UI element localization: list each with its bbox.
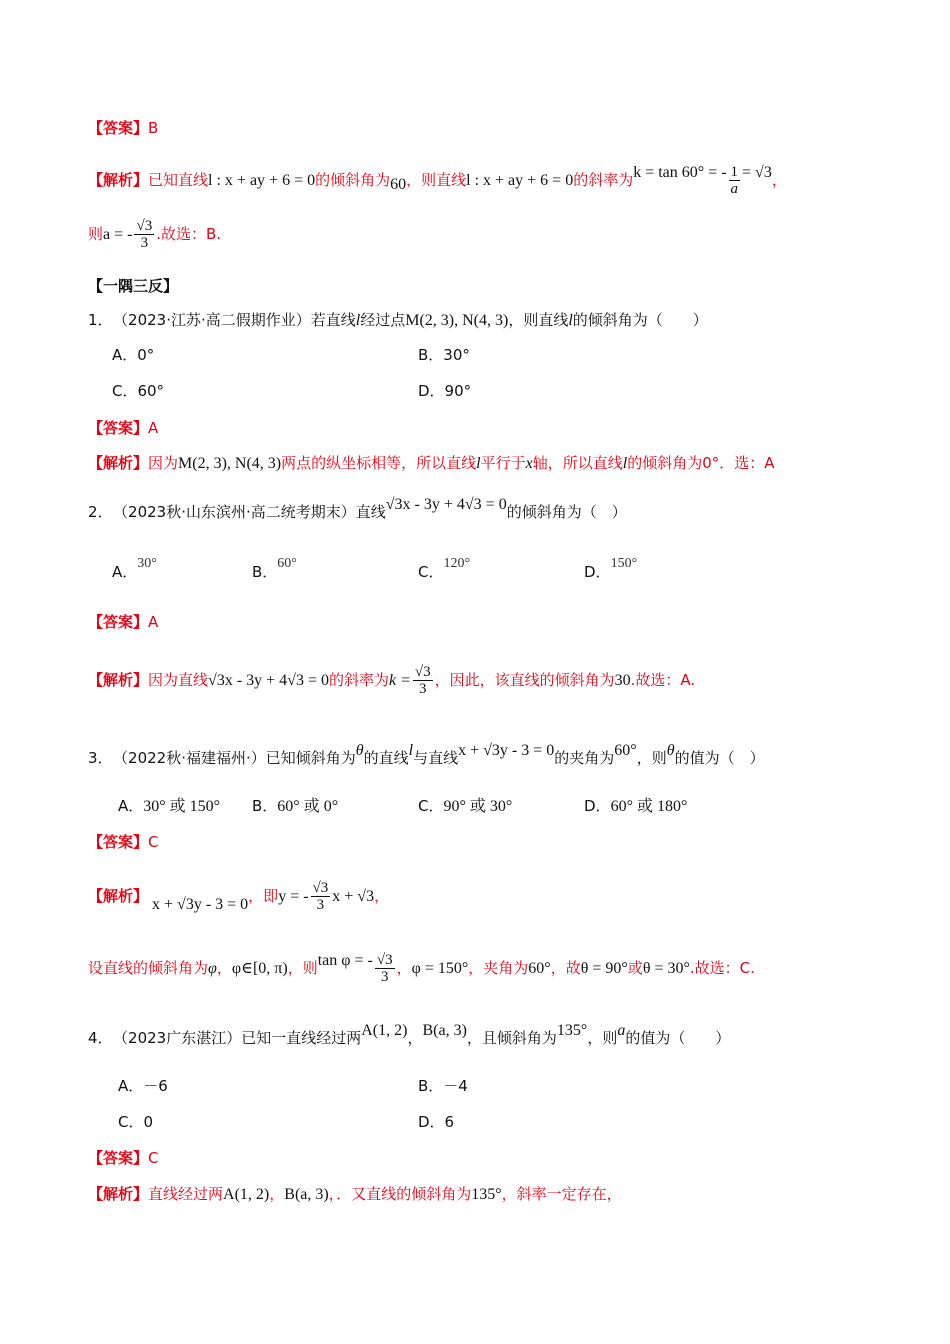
- q3-analysis-line-2: 设直线的倾斜角为φ，φ∈[0, π)，则tan φ = - $\frac{√3}{3}$ ，φ = 150°，夹角为60°，故θ = 90°或θ = 30°.故选：C.: [88, 952, 755, 985]
- question-4: 4． （2023广东湛江）已知一直线经过两A(1, 2)，B(a, 3)，且倾斜角为135°，则a的值为（ ）: [88, 1022, 731, 1047]
- option-c[interactable]: C．60°: [112, 382, 165, 400]
- q3-answer: 【答案】C: [88, 833, 159, 851]
- question-number: 3．: [88, 749, 113, 767]
- option-b[interactable]: B．60° 或 0°: [252, 797, 339, 815]
- math-fraction: $\frac{√3}{3}$: [312, 880, 329, 913]
- option-d[interactable]: D．150°: [584, 556, 638, 581]
- math-a: a = -: [103, 226, 133, 243]
- option-b[interactable]: B．30°: [418, 346, 470, 364]
- intro-answer-line: [88, 118, 158, 138]
- math-slope: k = tan 60° = -: [633, 164, 727, 181]
- answer-value: B: [148, 119, 159, 137]
- math-line-eq: l : x + ay + 6 = 0: [208, 172, 316, 189]
- intro-analysis-line-2: 则a = - $\frac{√3}{3}$ .故选：B.: [88, 218, 222, 251]
- section-heading: 【一隅三反】: [88, 277, 179, 295]
- question-number: 2．: [88, 503, 113, 521]
- q4-analysis: 【解析】直线经过两A(1, 2)，B(a, 3)，．又直线的倾斜角为135°，斜率一定存在，: [88, 1185, 622, 1203]
- option-a[interactable]: A．30° 或 150°: [118, 797, 221, 815]
- question-number: 4．: [88, 1029, 113, 1047]
- intro-analysis-line-1: 【解析】已知直线l : x + ay + 6 = 0的倾斜角为60，则直线l : x + ay + 6 = 0的斜率为k = tan 60° = - $\frac{1}{a}$ = √3，: [88, 164, 787, 197]
- q1-answer: 【答案】A: [88, 419, 159, 437]
- math-fraction: $\frac{√3}{3}$: [136, 218, 153, 251]
- option-c[interactable]: C．90° 或 30°: [418, 797, 513, 815]
- answer-label: 【答案】: [88, 119, 149, 137]
- option-c[interactable]: C．120°: [418, 556, 471, 581]
- math-fraction: $\frac{1}{a}$: [730, 164, 739, 197]
- option-c[interactable]: C．0: [118, 1113, 154, 1131]
- question-2: 2． （2023秋·山东滨州·高二统考期末）直线√3x - 3y + 4√3 = 0的倾斜角为（ ）: [88, 496, 627, 521]
- q4-answer: 【答案】C: [88, 1149, 159, 1167]
- option-d[interactable]: D．6: [418, 1113, 455, 1131]
- math-fraction: $\frac{√3}{3}$: [414, 664, 431, 697]
- option-d[interactable]: D．90°: [418, 382, 472, 400]
- option-a[interactable]: A．0°: [112, 346, 155, 364]
- option-a[interactable]: A．－6: [118, 1077, 168, 1095]
- q1-analysis: 【解析】因为M(2, 3), N(4, 3)两点的纵坐标相等，所以直线l平行于x轴，所以直线l的倾斜角为0°．选：A: [88, 454, 775, 472]
- q3-analysis-line-1: 【解析】 x + √3y - 3 = 0，即y = - $\frac{√3}{3}$ x + √3，: [88, 880, 390, 913]
- question-number: 1．: [88, 311, 113, 329]
- q2-analysis: 【解析】因为直线√3x - 3y + 4√3 = 0的斜率为k = $\frac{√3}{3}$ ，因此，该直线的倾斜角为30.故选：A.: [88, 664, 696, 697]
- math-line-eq: l : x + ay + 6 = 0: [466, 172, 574, 189]
- math-fraction: $\frac{√3}{3}$: [376, 952, 393, 985]
- option-d[interactable]: D．60° 或 180°: [584, 797, 688, 815]
- option-a[interactable]: A．30°: [112, 556, 157, 581]
- option-b[interactable]: B．60°: [252, 556, 297, 581]
- question-3: 3． （2022秋·福建福州·）已知倾斜角为θ的直线l与直线x + √3y - 3 = 0的夹角为60°，则θ的值为（ ）: [88, 742, 765, 767]
- math-sqrt: = √3: [742, 164, 772, 181]
- option-b[interactable]: B．－4: [418, 1077, 468, 1095]
- q2-answer: 【答案】A: [88, 613, 159, 631]
- math-angle: 60: [390, 176, 407, 193]
- question-1: 1． （2023·江苏·高二假期作业）若直线l经过点M(2, 3), N(4, 3)，则直线l的倾斜角为（ ）: [88, 311, 708, 329]
- analysis-label: 【解析】: [88, 171, 149, 189]
